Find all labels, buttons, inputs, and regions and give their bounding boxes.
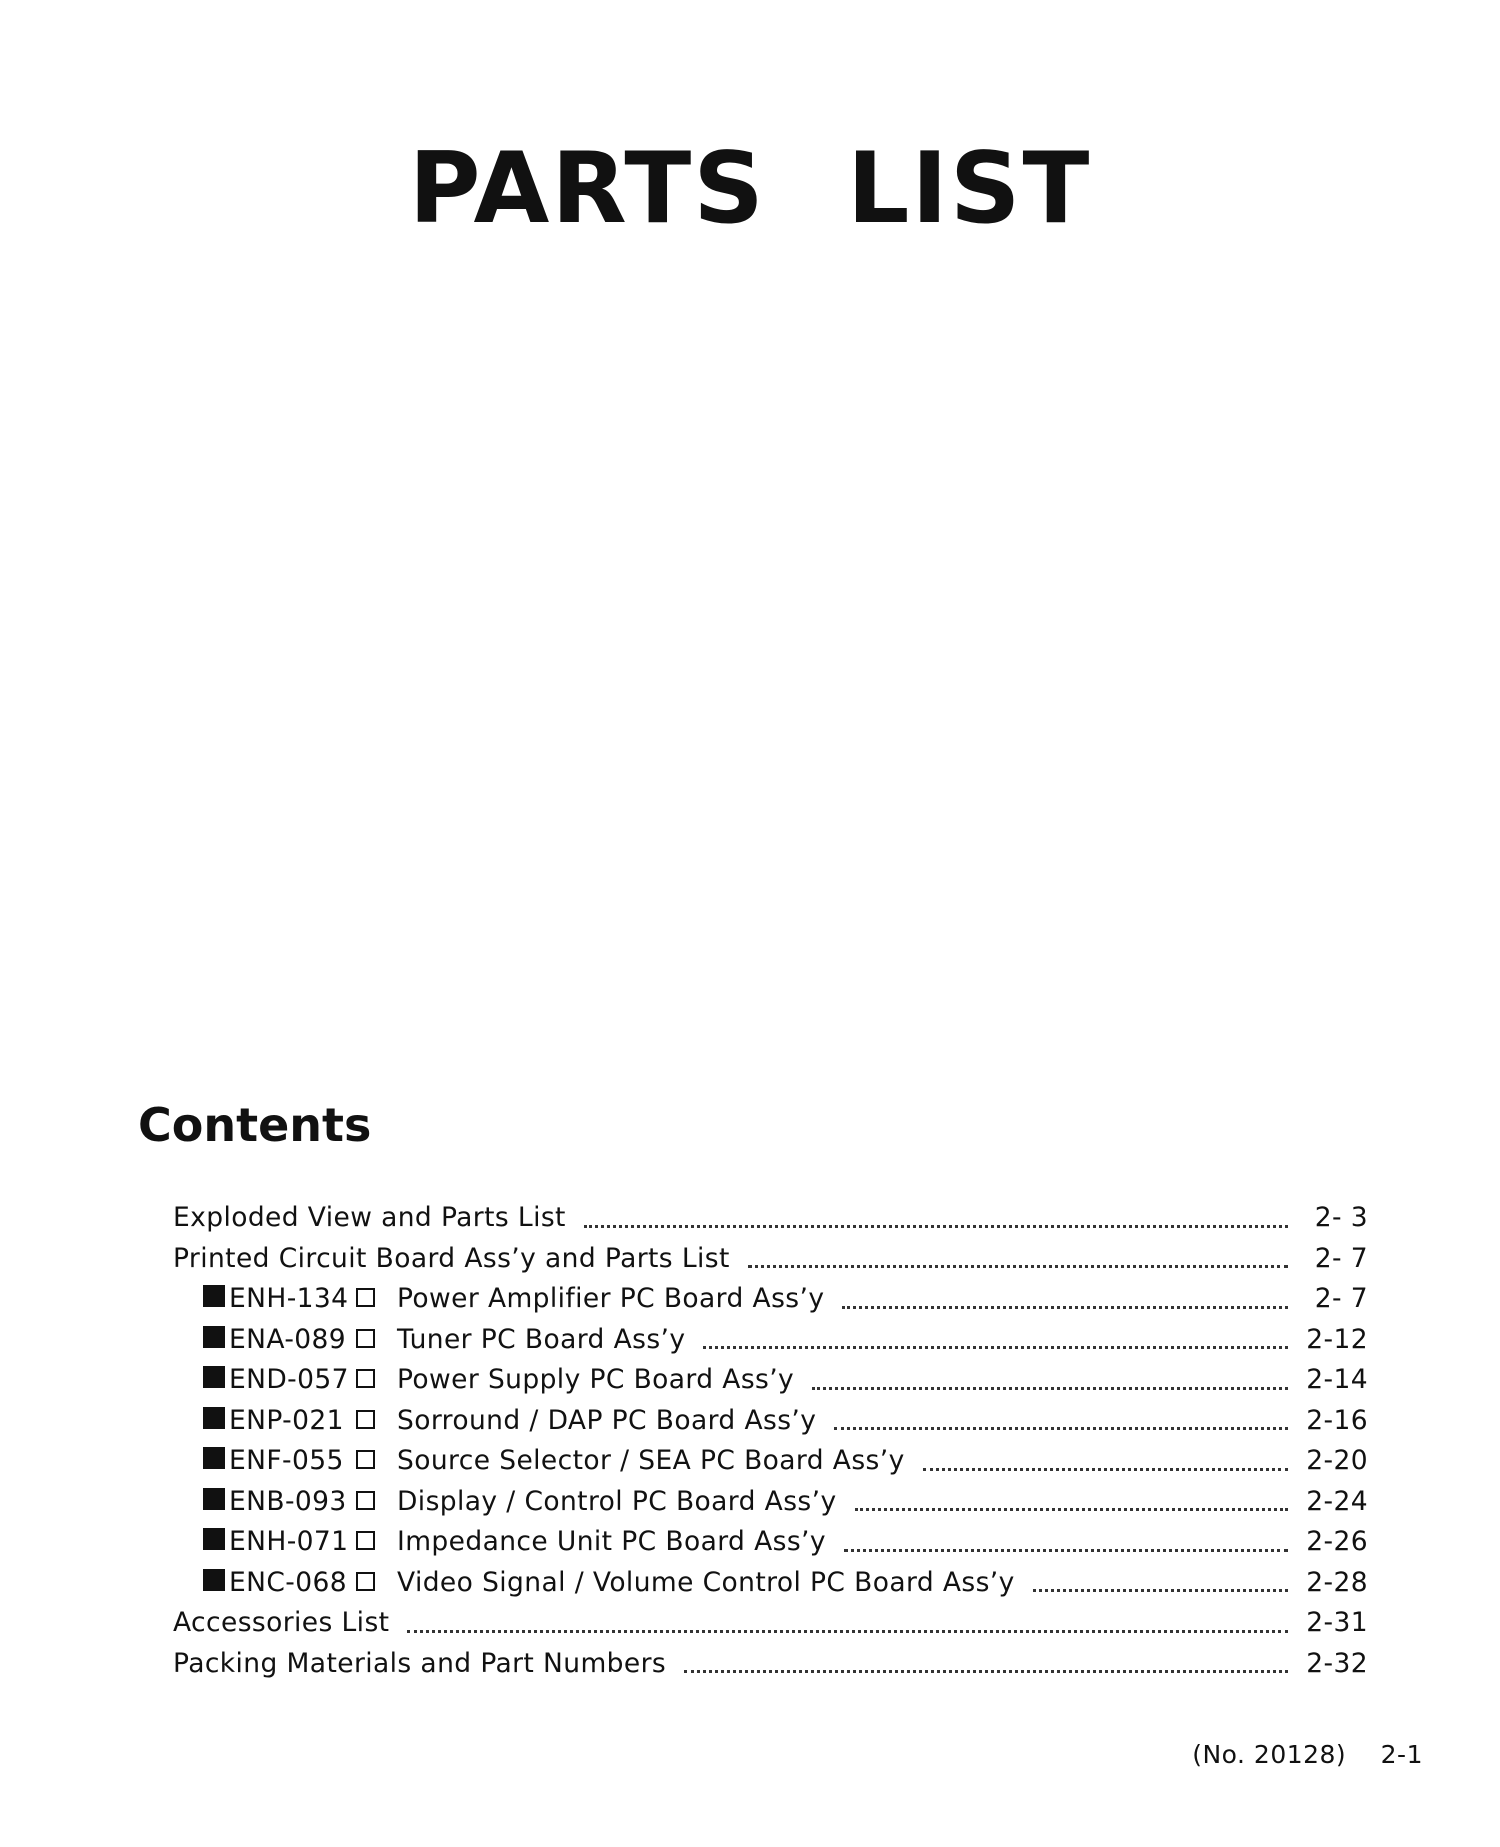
empty-square-icon — [356, 1531, 375, 1550]
toc-entry-page: 2- 7 — [1314, 1242, 1368, 1274]
toc-entry-page: 2-14 — [1306, 1364, 1368, 1395]
filled-square-icon — [203, 1569, 225, 1591]
filled-square-icon — [203, 1407, 225, 1429]
toc-entry-label: Accessories List — [173, 1607, 390, 1638]
filled-square-icon — [203, 1447, 225, 1469]
toc-entry-enb-093[interactable] — [173, 1482, 1368, 1523]
board-code: ENP-021 — [229, 1404, 344, 1436]
toc-entry-page: 2- 3 — [1314, 1202, 1368, 1233]
filled-square-icon — [203, 1326, 225, 1348]
page-title: PARTS LIST — [408, 132, 1092, 246]
board-code: ENF-055 — [229, 1445, 344, 1476]
toc-entry-pcb-assy[interactable] — [173, 1239, 1368, 1280]
toc-entry-page: 2-12 — [1306, 1323, 1368, 1355]
toc-entry-enf-055[interactable] — [173, 1441, 1368, 1482]
table-of-contents — [173, 1198, 1368, 1684]
dot-leader — [703, 1346, 1288, 1349]
page-footer — [1192, 1740, 1423, 1769]
toc-entry-exploded-view[interactable] — [173, 1198, 1368, 1239]
dot-leader — [834, 1427, 1288, 1430]
dot-leader — [855, 1508, 1288, 1511]
toc-entry-label: Impedance Unit PC Board Ass’y — [397, 1526, 826, 1557]
toc-entry-label: Printed Circuit Board Ass’y and Parts List — [173, 1242, 730, 1274]
toc-entry-label: Power Supply PC Board Ass’y — [397, 1364, 795, 1395]
toc-entry-enh-134[interactable] — [173, 1279, 1368, 1320]
toc-entry-packing-materials[interactable] — [173, 1644, 1368, 1685]
filled-square-icon — [203, 1528, 225, 1550]
contents-heading: Contents — [138, 1098, 372, 1152]
toc-entry-end-057[interactable] — [173, 1360, 1368, 1401]
toc-entry-page: 2-32 — [1306, 1647, 1368, 1679]
filled-square-icon — [203, 1366, 225, 1388]
page-number: 2-1 — [1380, 1740, 1423, 1769]
toc-entry-label: Display / Control PC Board Ass’y — [397, 1485, 837, 1517]
toc-entry-page: 2-16 — [1306, 1404, 1368, 1436]
toc-entry-page: 2- 7 — [1314, 1283, 1368, 1314]
toc-entry-page: 2-26 — [1306, 1526, 1368, 1557]
filled-square-icon — [203, 1285, 225, 1307]
toc-entry-page: 2-20 — [1306, 1445, 1368, 1476]
dot-leader — [812, 1387, 1288, 1390]
board-code: END-057 — [229, 1364, 349, 1395]
toc-entry-label: Sorround / DAP PC Board Ass’y — [397, 1404, 817, 1436]
board-code: ENH-134 — [229, 1283, 349, 1314]
dot-leader — [923, 1468, 1288, 1471]
toc-entry-label: Exploded View and Parts List — [173, 1202, 566, 1233]
toc-entry-ena-089[interactable] — [173, 1320, 1368, 1361]
toc-entry-page: 2-28 — [1306, 1566, 1368, 1598]
toc-entry-accessories[interactable] — [173, 1603, 1368, 1644]
toc-entry-enp-021[interactable] — [173, 1401, 1368, 1442]
toc-entry-label: Video Signal / Volume Control PC Board Ass’y — [397, 1566, 1015, 1598]
toc-entry-enh-071[interactable] — [173, 1522, 1368, 1563]
dot-leader — [407, 1630, 1288, 1633]
board-code: ENB-093 — [229, 1485, 347, 1517]
empty-square-icon — [356, 1450, 375, 1469]
dot-leader — [748, 1265, 1288, 1268]
toc-entry-page: 2-24 — [1306, 1485, 1368, 1517]
toc-entry-page: 2-31 — [1306, 1607, 1368, 1638]
toc-entry-label: Source Selector / SEA PC Board Ass’y — [397, 1445, 905, 1476]
dot-leader — [684, 1670, 1288, 1673]
dot-leader — [584, 1225, 1288, 1228]
empty-square-icon — [356, 1288, 375, 1307]
dot-leader — [1033, 1589, 1288, 1592]
board-code: ENH-071 — [229, 1526, 349, 1557]
filled-square-icon — [203, 1488, 225, 1510]
empty-square-icon — [356, 1329, 375, 1348]
empty-square-icon — [356, 1491, 375, 1510]
board-code: ENA-089 — [229, 1323, 347, 1355]
dot-leader — [844, 1549, 1288, 1552]
empty-square-icon — [356, 1410, 375, 1429]
empty-square-icon — [356, 1369, 375, 1388]
document-number: (No. 20128) — [1192, 1740, 1347, 1769]
toc-entry-label: Tuner PC Board Ass’y — [397, 1323, 686, 1355]
toc-entry-label: Power Amplifier PC Board Ass’y — [397, 1283, 825, 1314]
board-code: ENC-068 — [229, 1566, 348, 1598]
toc-entry-label: Packing Materials and Part Numbers — [173, 1647, 667, 1679]
empty-square-icon — [356, 1572, 375, 1591]
dot-leader — [842, 1306, 1288, 1309]
toc-entry-enc-068[interactable] — [173, 1563, 1368, 1604]
